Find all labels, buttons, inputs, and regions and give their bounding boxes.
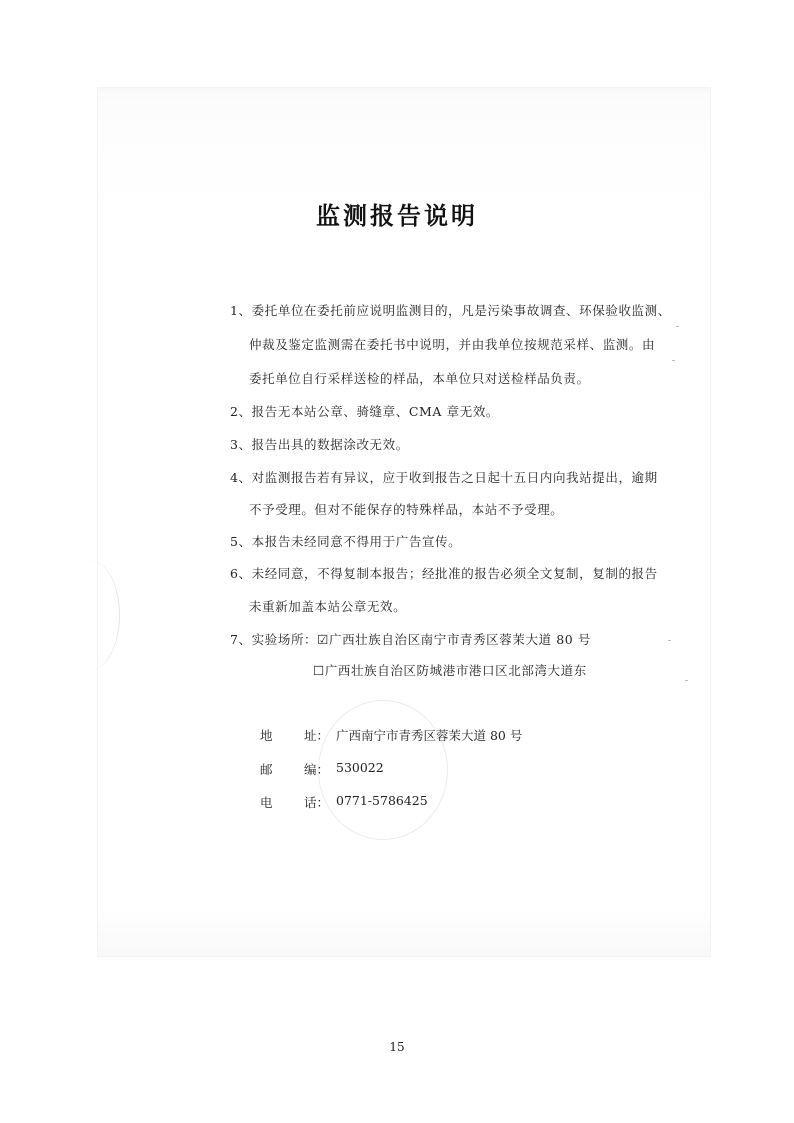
lab-site-nanning: 广西壮族自治区南宁市青秀区蓉茉大道 80 号 [328, 632, 592, 647]
item-4-line-1: 4、对监测报告若有异议，应于收到报告之日起十五日内向我站提出，逾期 [230, 470, 658, 485]
address-label-1: 地 [260, 728, 273, 743]
faint-seam-seal-mark [60, 560, 120, 670]
item-1-line-2: 仲裁及鉴定监测需在委托书中说明，并由我单位按规范采样、监测。由 [249, 337, 656, 352]
item-1-line-3: 委托单位自行采样送检的样品，本单位只对送检样品负责。 [249, 371, 590, 386]
page-number: 15 [389, 1040, 405, 1054]
checked-checkbox-icon: ☑ [317, 632, 329, 647]
address-label-2: 址： [304, 728, 330, 743]
scan-speck [668, 640, 671, 641]
item-1-line-1: 1、委托单位在委托前应说明监测目的，凡是污染事故调查、环保验收监测、 [230, 303, 671, 318]
phone-label-1: 电 [260, 795, 273, 810]
phone-value: 0771-5786425 [336, 793, 428, 808]
lab-site-fangchenggang: 广西壮族自治区防城港市港口区北部湾大道东 [324, 663, 587, 678]
item-6-line-1: 6、未经同意，不得复制本报告；经批准的报告必须全文复制，复制的报告 [230, 566, 658, 581]
item-6-line-2: 未重新加盖本站公章无效。 [249, 599, 407, 614]
document-title: 监测报告说明 [316, 201, 478, 230]
scan-speck [685, 680, 688, 681]
scan-speck [676, 326, 679, 327]
postcode-value: 530022 [336, 760, 384, 775]
item-5: 5、本报告未经同意不得用于广告宣传。 [230, 534, 462, 549]
phone-label-2: 话： [304, 795, 330, 810]
postcode-label-2: 编： [304, 762, 330, 777]
item-3: 3、报告出具的数据涂改无效。 [230, 437, 409, 452]
item-7-lab-site-row-1 [230, 630, 591, 648]
item-4-line-2: 不予受理。但对不能保存的特殊样品，本站不予受理。 [249, 502, 564, 517]
unchecked-checkbox-icon: ☐ [313, 663, 325, 678]
item-2: 2、报告无本站公章、骑缝章、CMA 章无效。 [230, 404, 500, 419]
postcode-label-1: 邮 [260, 762, 273, 777]
address-value: 广西南宁市青秀区蓉茉大道 80 号 [336, 728, 523, 743]
scan-speck [672, 360, 675, 361]
item-7-lab-site-row-2 [313, 661, 587, 679]
item-7-label: 7、实验场所： [230, 632, 318, 647]
